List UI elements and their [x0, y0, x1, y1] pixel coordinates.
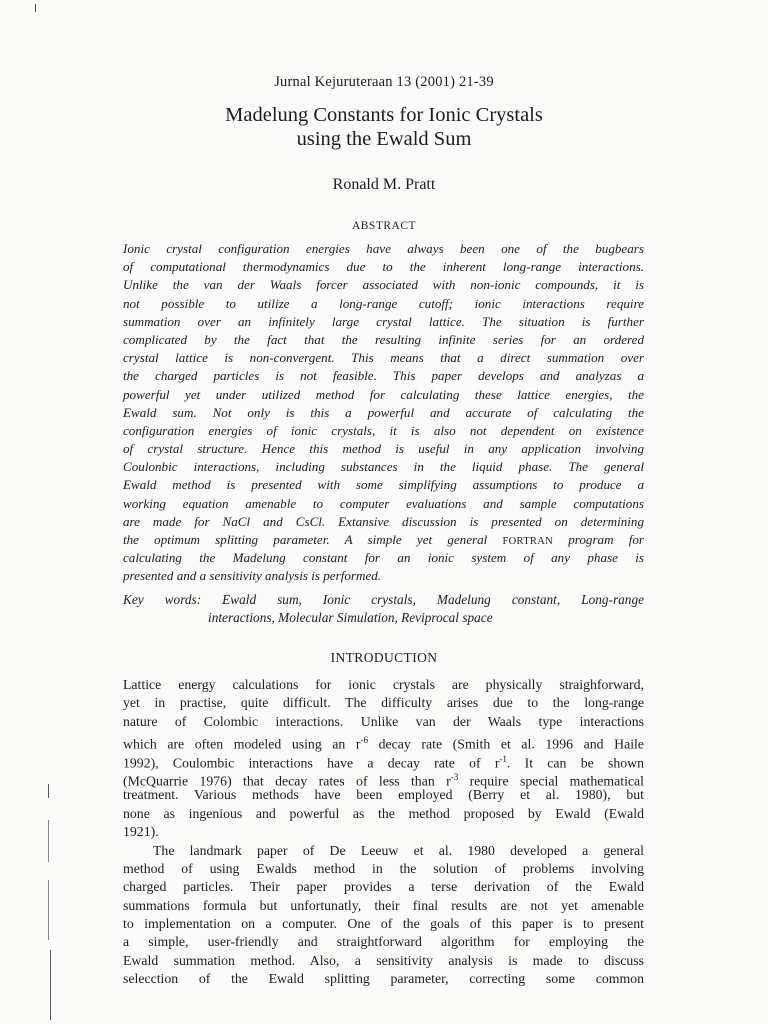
fortran-label: FORTRAN — [502, 536, 553, 547]
journal-citation: Jurnal Kejuruteraan 13 (2001) 21-39 — [274, 74, 494, 90]
body-line — [123, 731, 644, 752]
body-line — [123, 768, 644, 789]
abstract-line: presented and a sensitivity analysis is performed. — [123, 568, 382, 584]
body-line: a simple, user-friendly and straightforward algorithm for employing the — [123, 934, 644, 950]
keywords-line-1: Key words: Ewald sum, Ionic crystals, Madelung constant, Long-range — [123, 592, 644, 607]
abstract-line: Ewald sum. Not only is this a powerful and accurate of calculating the — [123, 404, 644, 420]
abstract-line: calculating the Madelung constant for an ionic system of any phase is — [123, 550, 644, 566]
abstract-line: working equation amenable to computer evaluations and sample computations — [123, 495, 644, 511]
abstract-line: of computational thermodynamics due to the inherent long-range interactions. — [123, 259, 644, 275]
abstract-line-17-tail: program for — [568, 532, 644, 547]
abstract — [123, 240, 644, 586]
body-line — [123, 750, 644, 771]
body-line: 1921). — [123, 824, 159, 840]
scan-mark — [50, 950, 51, 1020]
body-line: Lattice energy calculations for ionic crystals are physically straighforward, — [123, 677, 644, 692]
abstract-line: of crystal structure. Hence this method is useful in any application involving — [123, 441, 644, 457]
body-line: method of using Ewalds method in the solution of problems involving — [123, 860, 644, 876]
body-line-6-tail: require special mathematical — [458, 773, 644, 789]
scan-mark — [48, 880, 49, 940]
body-line: none as ingenious and powerful as the method proposed by Ewald (Ewald — [123, 805, 644, 821]
abstract-line: configuration energies of ionic crystals, it is also not dependent on existence — [123, 422, 644, 438]
abstract-line: powerful yet under utilized method for calculating these lattice energies, the — [123, 386, 644, 402]
abstract-line: Coulonbic interactions, including substances in the liquid phase. The general — [123, 459, 644, 475]
body-line-6-head: (McQuarrie 1976) that decay rates of less than r — [123, 773, 451, 789]
exponent: -1 — [499, 753, 507, 764]
body-line: yet in practise, quite difficult. The difficulty arises due to the long-range — [123, 695, 644, 711]
abstract-line: not possible to utilize a long-range cutoff; ionic interactions require — [123, 295, 644, 311]
body-line-5-head: 1992), Coulombic interactions have a decay rate of r — [123, 755, 500, 771]
abstract-heading: ABSTRACT — [351, 220, 417, 232]
title-line-2: using the Ewald Sum — [296, 128, 472, 150]
keywords-line-2: interactions, Molecular Simulation, Reviprocal space — [208, 610, 493, 625]
paper-title — [0, 103, 768, 151]
body-line: to implementation on a computer. One of the goals of this paper is to present — [123, 916, 644, 932]
abstract-line: Ewald method is presented with some simplifying assumptions to produce a — [123, 477, 644, 493]
body-line-4-tail: decay rate (Smith et al. 1996 and Haile — [368, 736, 644, 752]
title-line-1: Madelung Constants for Ionic Crystals — [225, 104, 543, 126]
scan-mark — [48, 820, 49, 862]
abstract-line — [123, 531, 644, 549]
body-line-4-head: which are often modeled using an r — [123, 736, 361, 752]
abstract-line: complicated by the fact that the resulting infinite series for an ordered — [123, 331, 644, 347]
keywords — [123, 591, 644, 627]
author: Ronald M. Pratt — [332, 176, 436, 193]
scan-mark — [35, 4, 36, 12]
body-line: The landmark paper of De Leeuw et al. 1980 developed a general — [153, 842, 644, 858]
body-line: selecction of the Ewald splitting parameter, correcting some common — [123, 971, 644, 987]
scan-mark — [48, 784, 49, 798]
abstract-line: are made for NaCl and CsCl. Extansive discussion is presented on determining — [123, 513, 644, 529]
abstract-line: crystal lattice is non-convergent. This means that a direct summation over — [123, 350, 644, 366]
body-line-5-tail: . It can be shown — [506, 755, 644, 771]
body-line: Ewald summation method. Also, a sensitivity analysis is made to discuss — [123, 952, 644, 968]
body-line: charged particles. Their paper provides a terse derivation of the Ewald — [123, 879, 644, 895]
abstract-line-17-head: the optimum splitting parameter. A simple yet general — [123, 532, 488, 547]
abstract-line: Ionic crystal configuration energies have always been one of the bugbears — [123, 241, 644, 256]
abstract-line: the charged particles is not feasible. This paper develops and analyzas a — [123, 368, 644, 384]
exponent: -3 — [450, 771, 459, 782]
body-line: treatment. Various methods have been employed (Berry et al. 1980), but — [123, 787, 644, 803]
abstract-line: Unlike the van der Waals forcer associated with non-ionic compounds, it is — [123, 277, 644, 293]
introduction-heading: INTRODUCTION — [330, 650, 438, 665]
introduction-body — [123, 676, 644, 989]
body-line: nature of Colombic interactions. Unlike van der Waals type interactions — [123, 713, 644, 729]
abstract-line: summation over an infinitely large crystal lattice. The situation is further — [123, 313, 644, 329]
body-line: summations formula but unfortunatly, their final results are not yet amenable — [123, 897, 644, 913]
exponent: -6 — [360, 735, 369, 746]
